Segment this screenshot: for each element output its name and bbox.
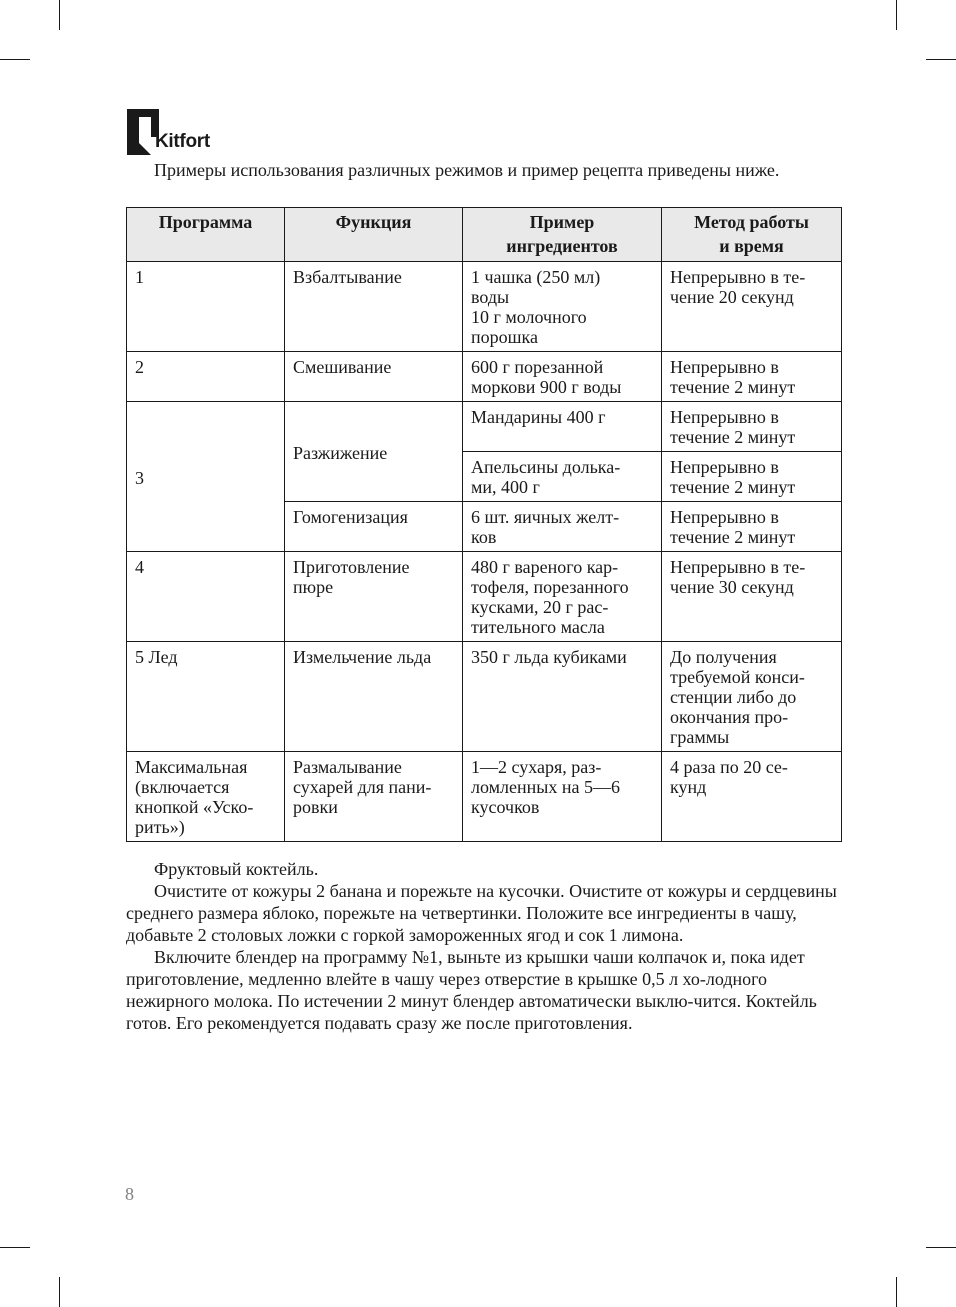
cell-method: Непрерывно в течение 2 минут xyxy=(662,452,842,502)
table-row xyxy=(127,642,842,752)
crop-mark xyxy=(896,0,897,30)
header-method: Метод работы и время xyxy=(662,208,842,262)
cell-program: 1 xyxy=(127,262,285,352)
recipe-paragraph: Включите блендер на программу №1, выньте из крышки чаши колпачок и, пока идет приготовление, медленно влейте в чашу через отверстие в крышке 0,5 л хо-лодного нежирного молока. По истечении 2 минут блендер автоматически выклю-чится. Коктейль готов. Его рекомендуется подавать сразу же после приготовления. xyxy=(126,947,817,1033)
crop-mark xyxy=(59,1277,60,1307)
table-row xyxy=(127,402,842,452)
cell-ingredients: 1—2 сухаря, раз- ломленных на 5—6 кусочков xyxy=(463,752,662,842)
page-number: 8 xyxy=(125,1184,134,1204)
cell-ingredients: 6 шт. яичных желт- ков xyxy=(463,502,662,552)
cell-program: 4 xyxy=(127,552,285,642)
cell-program: Максимальная (включается кнопкой «Уско- рить») xyxy=(127,752,285,842)
header-function: Функция xyxy=(285,208,463,262)
cell-method: 4 раза по 20 се- кунд xyxy=(662,752,842,842)
table-row xyxy=(127,552,842,642)
crop-mark xyxy=(0,1247,30,1248)
cell-method: До получения требуемой конси- стенции либо до окончания про- граммы xyxy=(662,642,842,752)
intro-text: Примеры использования различных режимов и пример рецепта приведены ниже. xyxy=(154,160,780,180)
recipe-paragraph: Очистите от кожуры 2 банана и порежьте на кусочки. Очистите от кожуры и сердцевины среднего размера яблоко, порежьте на четвертинки. Положите все ингредиенты в чашу, добавьте 2 столовых ложки с горкой замороженных ягод и сок 1 лимона. xyxy=(126,881,837,945)
programs-table xyxy=(126,207,842,842)
cell-function: Измельчение льда xyxy=(285,642,463,752)
table-row xyxy=(127,262,842,352)
table-header-row xyxy=(127,208,842,262)
recipe-section xyxy=(126,858,842,1034)
recipe-title: Фруктовый коктейль. xyxy=(154,859,319,879)
cell-program: 3 xyxy=(127,402,285,552)
header-ingredients: Пример ингредиентов xyxy=(463,208,662,262)
cell-method: Непрерывно в течение 2 минут xyxy=(662,502,842,552)
cell-method: Непрерывно в те- чение 20 секунд xyxy=(662,262,842,352)
cell-method: Непрерывно в те- чение 30 секунд xyxy=(662,552,842,642)
cell-method: Непрерывно в течение 2 минут xyxy=(662,402,842,452)
header-program: Программа xyxy=(127,208,285,262)
crop-mark xyxy=(926,1247,956,1248)
cell-function: Взбалтывание xyxy=(285,262,463,352)
crop-mark xyxy=(0,59,30,60)
cell-ingredients: 480 г вареного кар- тофеля, порезанного кусками, 20 г рас- тительного масла xyxy=(463,552,662,642)
table-row xyxy=(127,352,842,402)
cell-method: Непрерывно в течение 2 минут xyxy=(662,352,842,402)
cell-program: 5 Лед xyxy=(127,642,285,752)
cell-ingredients: Мандарины 400 г xyxy=(463,402,662,452)
brand-name: Kitfort xyxy=(155,131,210,152)
crop-mark xyxy=(926,59,956,60)
cell-ingredients: 1 чашка (250 мл) воды 10 г молочного порошка xyxy=(463,262,662,352)
cell-function: Смешивание xyxy=(285,352,463,402)
table-row xyxy=(127,752,842,842)
cell-program: 2 xyxy=(127,352,285,402)
cell-ingredients: 600 г порезанной моркови 900 г воды xyxy=(463,352,662,402)
cell-ingredients: Апельсины долька- ми, 400 г xyxy=(463,452,662,502)
cell-function: Гомогенизация xyxy=(285,502,463,552)
crop-mark xyxy=(896,1277,897,1307)
cell-function: Приготовление пюре xyxy=(285,552,463,642)
cell-ingredients: 350 г льда кубиками xyxy=(463,642,662,752)
crop-mark xyxy=(59,0,60,30)
cell-function: Разжижение xyxy=(285,402,463,502)
cell-function: Размалывание сухарей для пани- ровки xyxy=(285,752,463,842)
